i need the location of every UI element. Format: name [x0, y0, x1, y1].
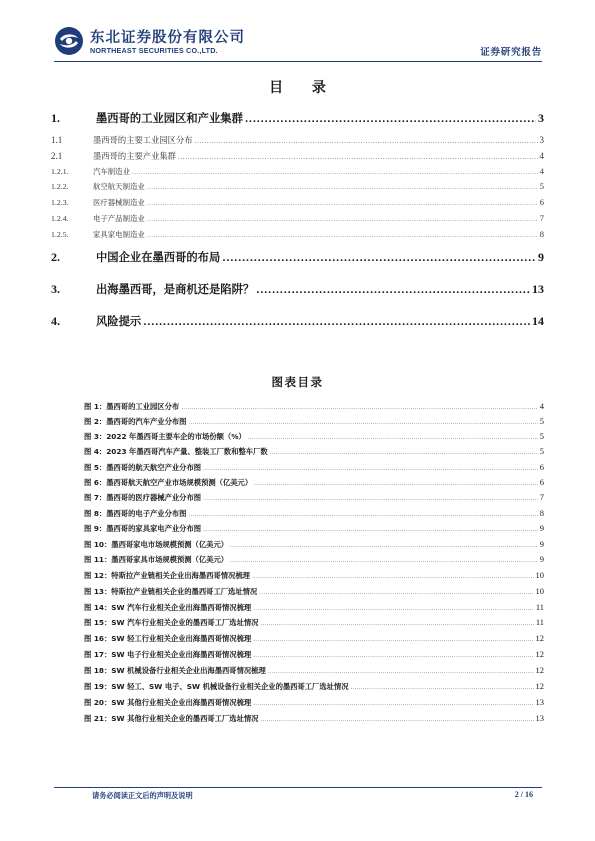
chart-list-entry[interactable] — [84, 602, 544, 613]
toc-entry-page: 13 — [532, 282, 544, 296]
toc-entry-text: 电子产品制造业 — [93, 214, 145, 223]
dot-leader — [195, 135, 538, 145]
toc-entry[interactable] — [51, 229, 544, 240]
chart-list-entry[interactable] — [84, 401, 544, 412]
toc-entry-number: 2. — [51, 250, 60, 264]
chart-entry-label: 图 18：SW 机械设备行业相关企业出海墨西哥情况梳理 — [84, 666, 266, 675]
dot-leader — [147, 230, 538, 239]
dot-leader — [253, 603, 534, 612]
chart-entry-page: 6 — [539, 477, 544, 487]
chart-entry-page: 13 — [535, 697, 544, 707]
chart-list-entry[interactable] — [84, 416, 544, 427]
toc-entry-number: 1.2.4. — [51, 214, 69, 223]
toc-entry-page: 5 — [539, 181, 544, 191]
toc-entry-page: 14 — [532, 314, 544, 328]
chart-entry-page: 10 — [535, 570, 544, 580]
chart-list-entry[interactable] — [84, 570, 544, 581]
toc-entry[interactable] — [51, 150, 544, 162]
chart-entry-page: 6 — [539, 462, 544, 472]
page-number: 2 / 16 — [514, 790, 533, 799]
company-name-cn: 东北证券股份有限公司 — [90, 30, 245, 46]
toc-entry[interactable] — [51, 166, 544, 177]
chart-list-entry[interactable] — [84, 477, 544, 488]
chart-entry-label: 图 11：墨西哥家具市场规模预测（亿美元） — [84, 555, 229, 564]
company-name-en: NORTHEAST SECURITIES CO.,LTD. — [90, 46, 218, 55]
toc-entry-text: 墨西哥的主要工业园区分布 — [93, 135, 193, 145]
chart-entry-label: 图 10：墨西哥家电市场规模预测（亿美元） — [84, 540, 229, 549]
chart-entry-label: 图 14：SW 汽车行业相关企业出海墨西哥情况梳理 — [84, 603, 252, 612]
dot-leader — [188, 509, 537, 518]
dot-leader — [253, 650, 533, 659]
chart-entry-label: 图 2：墨西哥的汽车产业分布图 — [84, 417, 187, 426]
chart-entry-page: 12 — [535, 681, 544, 691]
dot-leader — [203, 524, 538, 533]
dot-leader — [132, 167, 538, 176]
toc-entry[interactable] — [51, 110, 544, 126]
toc-entry-number: 1.2.3. — [51, 198, 69, 207]
toc-entry-page: 4 — [539, 166, 544, 176]
toc-entry-number: 1.1 — [51, 135, 63, 145]
chart-entry-label: 图 1：墨西哥的工业园区分布 — [84, 402, 180, 411]
toc-entry-page: 6 — [539, 197, 544, 207]
toc-entry[interactable] — [51, 181, 544, 192]
toc-entry[interactable] — [51, 249, 544, 265]
chart-entry-page: 5 — [539, 446, 544, 456]
chart-list-entry[interactable] — [84, 554, 544, 565]
chart-entry-label: 图 4：2023 年墨西哥汽车产量、整装工厂数和整车厂数 — [84, 447, 268, 456]
toc-entry[interactable] — [51, 213, 544, 224]
toc-entry-number: 1. — [51, 111, 60, 125]
footer-disclaimer: 请务必阅读正文后的声明及说明 — [92, 791, 193, 800]
toc-entry-number: 4. — [51, 314, 60, 328]
footer-divider — [54, 787, 542, 788]
chart-entry-page: 7 — [539, 492, 544, 502]
dot-leader — [252, 571, 534, 580]
dot-leader — [203, 463, 538, 472]
toc-entry[interactable] — [51, 313, 544, 329]
toc-entry-text: 家具家电制造业 — [93, 230, 145, 239]
chart-list-entry[interactable] — [84, 586, 544, 597]
toc-entry-text: 汽车制造业 — [93, 167, 130, 176]
dot-leader — [222, 251, 536, 264]
chart-entry-page: 9 — [539, 539, 544, 549]
chart-entry-page: 8 — [539, 508, 544, 518]
header-divider — [54, 61, 542, 62]
toc-entry-number: 1.2.5. — [51, 230, 69, 239]
dot-leader — [351, 682, 534, 691]
dot-leader — [230, 555, 538, 564]
chart-list-entry[interactable] — [84, 649, 544, 660]
toc-entry[interactable] — [51, 197, 544, 208]
dot-leader — [181, 402, 538, 411]
chart-entry-label: 图 16：SW 轻工行业相关企业出海墨西哥情况梳理 — [84, 634, 252, 643]
dot-leader — [188, 417, 537, 426]
dot-leader — [147, 198, 538, 207]
chart-list-entry[interactable] — [84, 681, 544, 692]
dot-leader — [256, 283, 530, 296]
toc-entry-text: 出海墨西哥，是商机还是陷阱？ — [96, 283, 255, 296]
toc-entry-page: 3 — [538, 111, 544, 125]
chart-list-entry[interactable] — [84, 431, 544, 442]
chart-entry-page: 4 — [539, 401, 544, 411]
chart-entry-label: 图 21：SW 其他行业相关企业的墨西哥工厂选址情况 — [84, 714, 259, 723]
chart-list-entry[interactable] — [84, 539, 544, 550]
chart-list-entry[interactable] — [84, 523, 544, 534]
toc-entry-text: 墨西哥的主要产业集群 — [93, 151, 176, 161]
chart-list-entry[interactable] — [84, 665, 544, 676]
toc-title: 目 录 — [269, 80, 338, 96]
toc-entry-number: 2.1 — [51, 151, 63, 161]
dot-leader — [270, 447, 538, 456]
chart-list-entry[interactable] — [84, 446, 544, 457]
toc-entry[interactable] — [51, 281, 544, 297]
dot-leader — [253, 634, 533, 643]
toc-entry-text: 中国企业在墨西哥的布局 — [96, 251, 221, 264]
toc-entry-page: 8 — [539, 229, 544, 239]
chart-entry-page: 11 — [535, 617, 544, 627]
toc-entry-number: 1.2.1. — [51, 167, 69, 176]
dot-leader — [203, 493, 538, 502]
dot-leader — [230, 540, 538, 549]
chart-entry-label: 图 3：2022 年墨西哥主要车企的市场份额（%） — [84, 432, 246, 441]
dot-leader — [268, 666, 534, 675]
toc-entry-page: 3 — [539, 135, 544, 145]
chart-entry-page: 9 — [539, 554, 544, 564]
chart-entry-page: 5 — [539, 416, 544, 426]
toc-entry-number: 1.2.2. — [51, 182, 69, 191]
chart-list-entry[interactable] — [84, 508, 544, 519]
chart-entry-label: 图 20：SW 其他行业相关企业出海墨西哥情况梳理 — [84, 698, 252, 707]
dot-leader — [147, 214, 538, 223]
chart-entry-label: 图 7：墨西哥的医疗器械产业分布图 — [84, 493, 202, 502]
chart-list-title: 图表目录 — [271, 375, 324, 389]
chart-entry-label: 图 15：SW 汽车行业相关企业的墨西哥工厂选址情况 — [84, 618, 259, 627]
dot-leader — [259, 587, 533, 596]
dot-leader — [143, 315, 530, 328]
dot-leader — [248, 432, 538, 441]
dot-leader — [147, 182, 538, 191]
chart-entry-label: 图 17：SW 电子行业相关企业出海墨西哥情况梳理 — [84, 650, 252, 659]
chart-entry-page: 11 — [535, 602, 544, 612]
toc-entry-text: 医疗器械制造业 — [93, 198, 145, 207]
dot-leader — [260, 618, 533, 627]
toc-entry-page: 9 — [538, 250, 544, 264]
chart-entry-label: 图 12：特斯拉产业链相关企业出海墨西哥情况梳理 — [84, 571, 250, 580]
toc-entry-text: 航空航天制造业 — [93, 182, 145, 191]
chart-entry-page: 10 — [535, 586, 544, 596]
chart-entry-page: 9 — [539, 523, 544, 533]
chart-entry-page: 12 — [535, 649, 544, 659]
chart-list-entry[interactable] — [84, 713, 544, 724]
toc-entry-text: 墨西哥的工业园区和产业集群 — [96, 112, 243, 125]
dot-leader — [254, 478, 538, 487]
chart-list-entry[interactable] — [84, 633, 544, 644]
toc-entry-number: 3. — [51, 282, 60, 296]
chart-list-entry[interactable] — [84, 492, 544, 503]
chart-list-entry[interactable] — [84, 697, 544, 708]
chart-entry-page: 5 — [539, 431, 544, 441]
chart-list-entry[interactable] — [84, 462, 544, 473]
chart-entry-page: 12 — [535, 633, 544, 643]
report-type-label: 证券研究报告 — [480, 47, 542, 58]
chart-entry-page: 12 — [535, 665, 544, 675]
dot-leader — [178, 151, 538, 161]
toc-entry[interactable] — [51, 134, 544, 146]
toc-entry-page: 4 — [539, 151, 544, 161]
chart-list-entry[interactable] — [84, 617, 544, 628]
chart-entry-label: 图 9：墨西哥的家具家电产业分布图 — [84, 524, 202, 533]
toc-entry-text: 风险提示 — [96, 315, 142, 328]
company-logo-icon — [54, 26, 84, 56]
dot-leader — [245, 112, 536, 125]
chart-entry-label: 图 6：墨西哥航天航空产业市场规模预测（亿美元） — [84, 478, 253, 487]
chart-entry-label: 图 19：SW 轻工、SW 电子、SW 机械设备行业相关企业的墨西哥工厂选址情况 — [84, 682, 349, 691]
toc-entry-page: 7 — [539, 213, 544, 223]
dot-leader — [260, 714, 533, 723]
chart-entry-label: 图 5：墨西哥的航天航空产业分布图 — [84, 463, 202, 472]
chart-entry-label: 图 13：特斯拉产业链相关企业的墨西哥工厂选址情况 — [84, 587, 258, 596]
chart-entry-label: 图 8：墨西哥的电子产业分布图 — [84, 509, 187, 518]
dot-leader — [253, 698, 533, 707]
chart-entry-page: 13 — [535, 713, 544, 723]
